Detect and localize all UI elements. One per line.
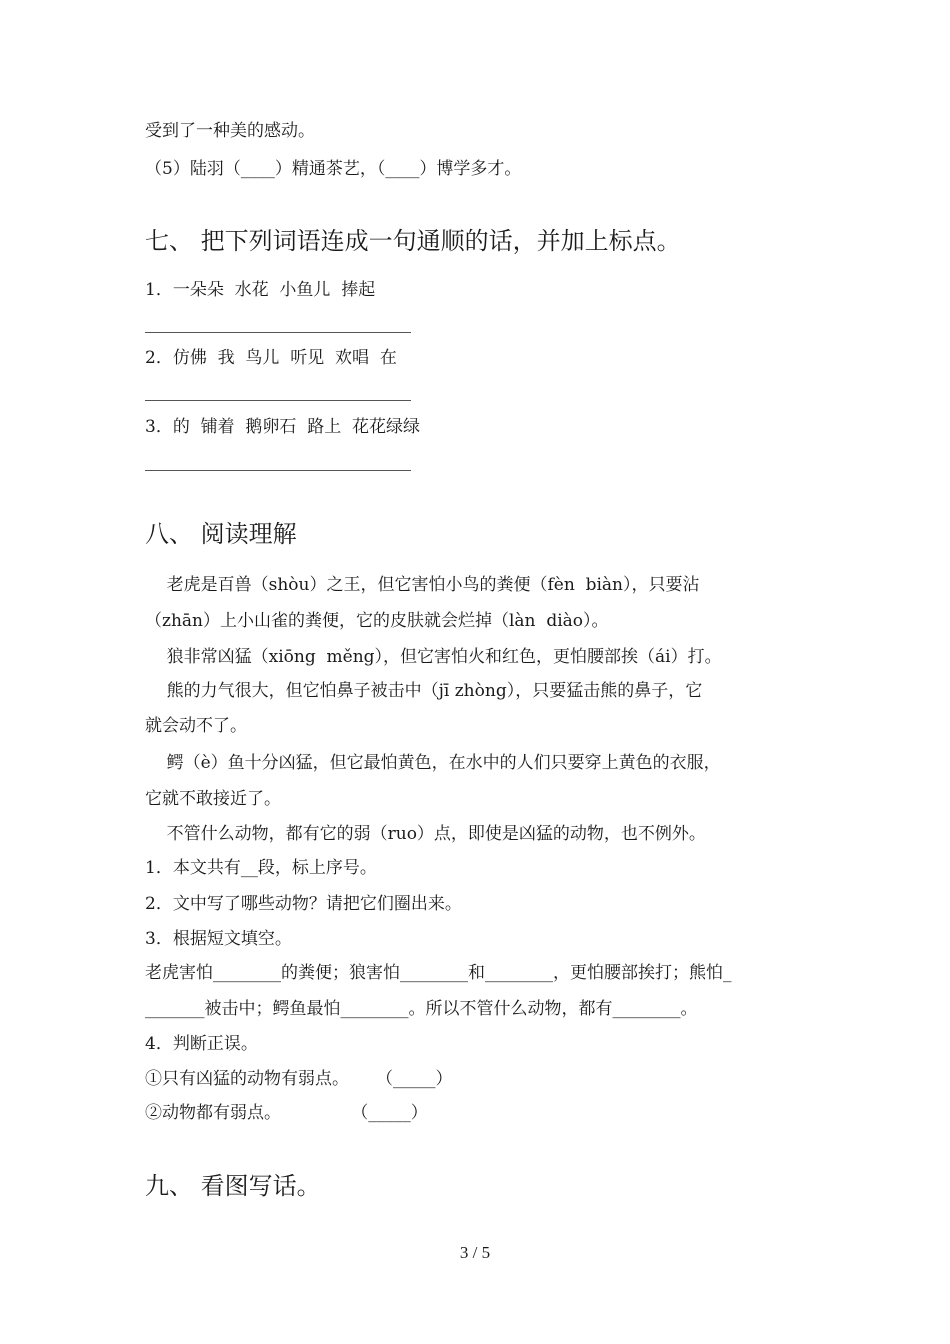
question-3-fill-line-2: _______被击中；鳄鱼最怕________。所以不管什么动物，都有________。 <box>145 999 698 1019</box>
section-9-title: 九、 看图写话。 <box>145 1172 321 1200</box>
section-7-title: 七、 把下列词语连成一句通顺的话，并加上标点。 <box>145 227 681 255</box>
passage-line-7: 它就不敢接近了。 <box>145 789 281 809</box>
passage-line-6: 鳄（è）鱼十分凶猛，但它最怕黄色，在水中的人们只要穿上黄色的衣服， <box>145 753 721 773</box>
question-3: 3．根据短文填空。 <box>145 929 292 949</box>
carryover-line-2: （5）陆羽（____）精通茶艺，（____）博学多才。 <box>145 159 522 179</box>
section-7-item-3: 3．的 铺着 鹅卵石 路上 花花绿绿 <box>145 417 421 437</box>
judgement-item-1: ①只有凶猛的动物有弱点。 （_____） <box>145 1069 453 1089</box>
passage-line-2: （zhān）上小山雀的粪便，它的皮肤就会烂掉（làn diào）。 <box>145 611 609 631</box>
carryover-line-1: 受到了一种美的感动。 <box>145 121 315 141</box>
answer-line-3 <box>145 470 411 471</box>
passage-line-3: 狼非常凶猛（xiōng měng），但它害怕火和红色，更怕腰部挨（ái）打。 <box>145 647 722 667</box>
passage-line-8: 不管什么动物，都有它的弱（ruo）点，即使是凶猛的动物，也不例外。 <box>145 824 706 844</box>
question-4: 4．判断正误。 <box>145 1034 258 1054</box>
passage-line-1: 老虎是百兽（shòu）之王，但它害怕小鸟的粪便（fèn biàn），只要沾 <box>145 575 700 595</box>
passage-line-4: 熊的力气很大，但它怕鼻子被击中（jī zhòng），只要猛击熊的鼻子，它 <box>145 681 703 701</box>
section-7-item-2: 2．仿佛 我 鸟儿 听见 欢唱 在 <box>145 348 397 368</box>
question-2: 2．文中写了哪些动物？请把它们圈出来。 <box>145 894 462 914</box>
page-number: 3 / 5 <box>459 1243 491 1262</box>
judgement-item-2: ②动物都有弱点。 （_____） <box>145 1103 428 1123</box>
section-8-title: 八、 阅读理解 <box>145 520 297 548</box>
passage-line-5: 就会动不了。 <box>145 716 247 736</box>
section-7-item-1: 1．一朵朵 水花 小鱼儿 捧起 <box>145 280 376 300</box>
answer-line-2 <box>145 400 411 401</box>
question-3-fill-line-1: 老虎害怕________的粪便；狼害怕________和________，更怕腰部挨打；熊怕_ <box>145 963 732 983</box>
answer-line-1 <box>145 332 411 333</box>
question-1: 1．本文共有__段，标上序号。 <box>145 858 377 878</box>
